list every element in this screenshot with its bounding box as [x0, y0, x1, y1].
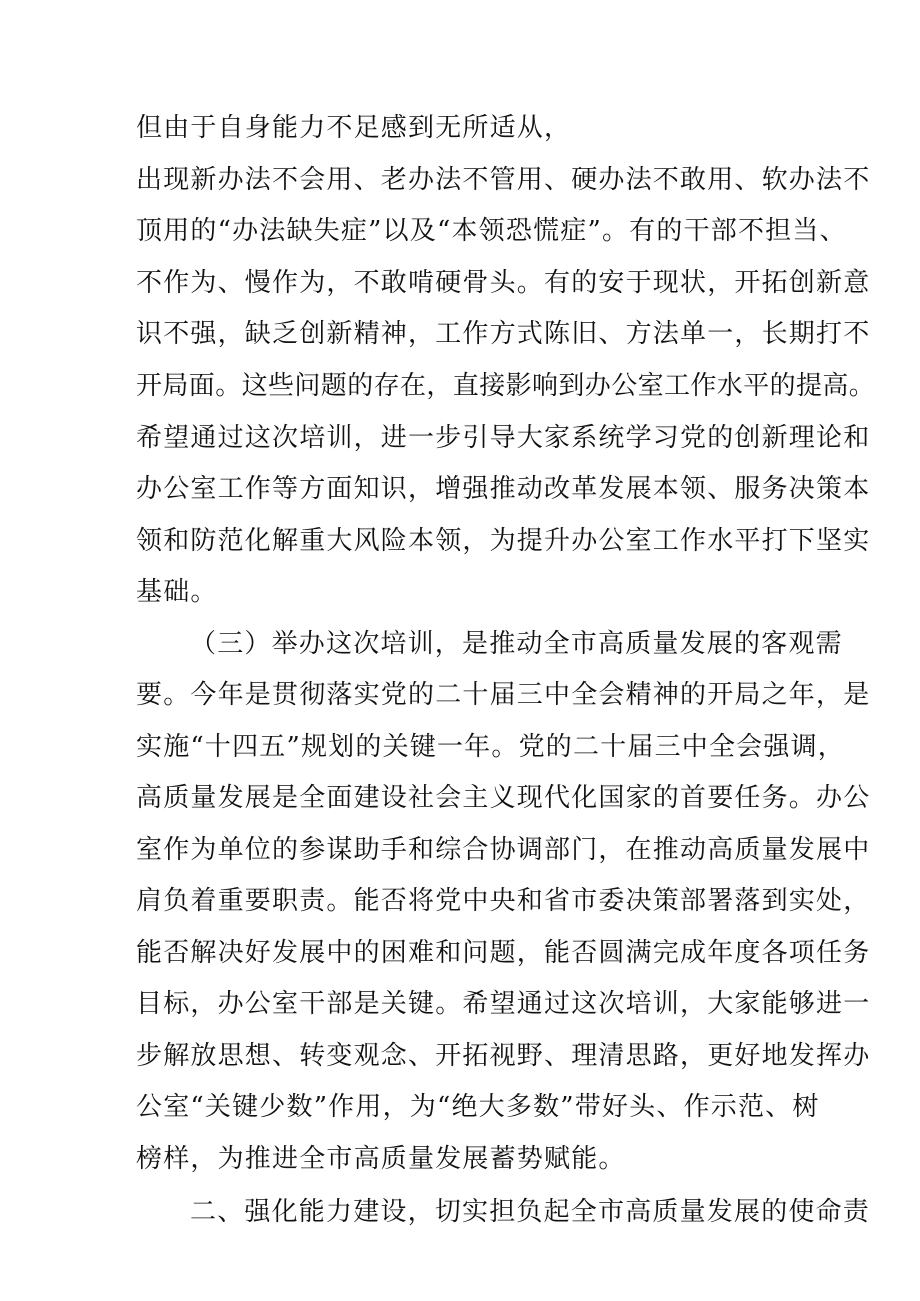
text-line: 领和防范化解重大风险本领，为提升办公室工作水平打下坚实 — [136, 526, 871, 556]
text-line: 步解放思想、转变观念、开拓视野、理清思路，更好地发挥办 — [136, 1041, 871, 1071]
text-line: 高质量发展是全面建设社会主义现代化国家的首要任务。办公 — [136, 783, 871, 813]
text-line: 识不强，缺乏创新精神，工作方式陈旧、方法单一，长期打不 — [136, 319, 871, 349]
text-line: 但由于自身能力不足感到无所适从， — [136, 113, 572, 143]
text-line: 不作为、慢作为，不敢啃硬骨头。有的安于现状，开拓创新意 — [136, 268, 871, 298]
text-line: 榜样，为推进全市高质量发展蓄势赋能。 — [136, 1144, 626, 1174]
text-line: 室作为单位的参谋助手和综合协调部门，在推动高质量发展中 — [136, 835, 871, 865]
text-line: 能否解决好发展中的困难和问题，能否圆满完成年度各项任务 — [136, 938, 871, 968]
text-line: 要。今年是贯彻落实党的二十届三中全会精神的开局之年，是 — [136, 680, 871, 710]
text-line: 肩负着重要职责。能否将党中央和省市委决策部署落到实处， — [136, 886, 871, 916]
text-line: 出现新办法不会用、老办法不管用、硬办法不敢用、软办法不 — [136, 165, 871, 195]
text-line: 开局面。这些问题的存在，直接影响到办公室工作水平的提高。 — [136, 371, 876, 401]
text-line: 顶用的“办法缺失症”以及“本领恐慌症”。有的干部不担当、 — [136, 216, 847, 246]
text-line: 基础。 — [136, 577, 218, 607]
section-heading: （三）举办这次培训，是推动全市高质量发展的客观需 — [190, 629, 843, 659]
text-line: 办公室工作等方面知识，增强推动改革发展本领、服务决策本 — [136, 474, 871, 504]
text-line: 实施“十四五”规划的关键一年。党的二十届三中全会强调， — [136, 732, 845, 762]
text-line: 希望通过这次培训，进一步引导大家系统学习党的创新理论和 — [136, 423, 871, 453]
text-line: 公室“关键少数”作用，为“绝大多数”带好头、作示范、树 — [136, 1092, 820, 1122]
section-heading: 二、强化能力建设，切实担负起全市高质量发展的使命责 — [190, 1197, 871, 1227]
text-line: 目标，办公室干部是关键。希望通过这次培训，大家能够进一 — [136, 989, 871, 1019]
